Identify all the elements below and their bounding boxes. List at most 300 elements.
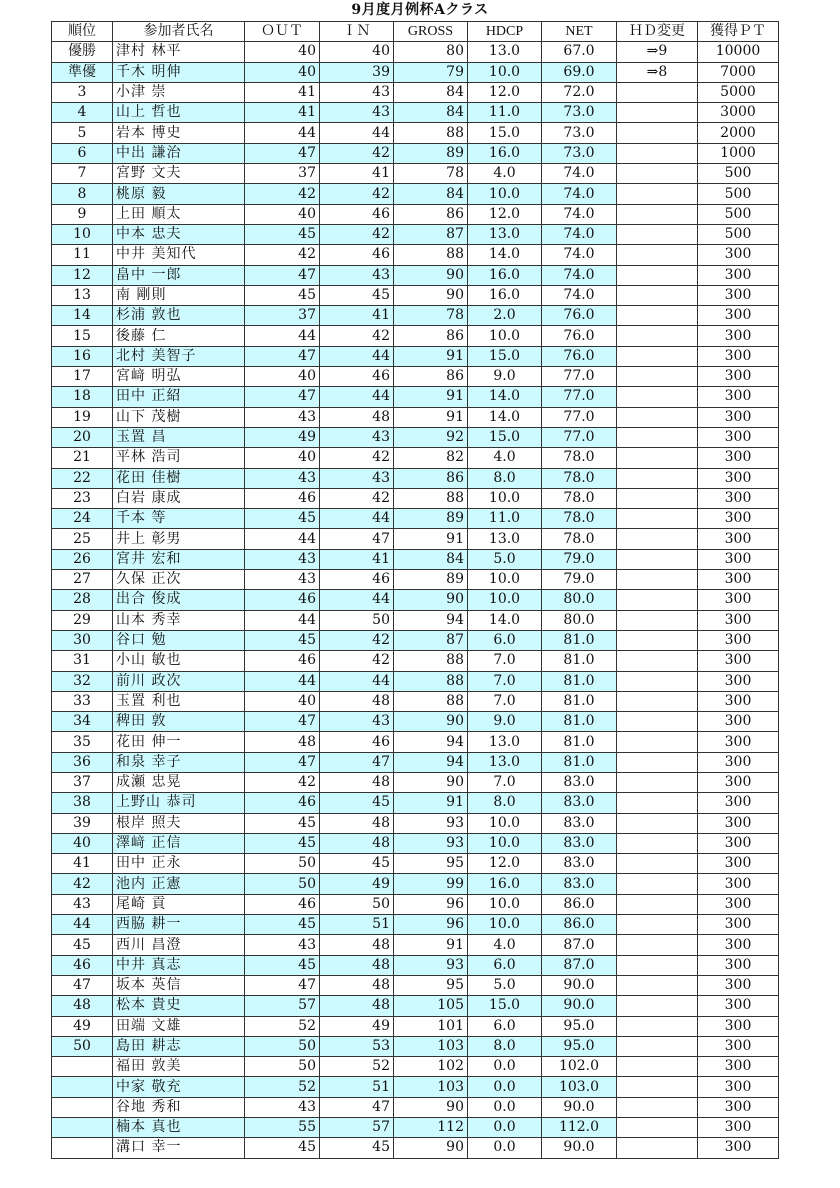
hd-change-cell (617, 164, 698, 184)
net-cell: 83.0 (542, 874, 617, 894)
rank-cell: 37 (52, 772, 113, 792)
net-cell: 73.0 (542, 123, 617, 143)
in-cell: 57 (320, 1118, 394, 1138)
hd-change-cell (617, 488, 698, 508)
gross-cell: 91 (394, 793, 468, 813)
hd-change-cell (617, 996, 698, 1016)
points-cell: 300 (698, 813, 779, 833)
net-cell: 78.0 (542, 448, 617, 468)
name-cell: 澤﨑 正信 (113, 833, 245, 853)
in-cell: 42 (320, 326, 394, 346)
name-cell: 島田 耕志 (113, 1036, 245, 1056)
net-cell: 77.0 (542, 387, 617, 407)
net-cell: 80.0 (542, 590, 617, 610)
gross-cell: 93 (394, 813, 468, 833)
hdcp-cell: 4.0 (468, 935, 542, 955)
in-cell: 53 (320, 1036, 394, 1056)
rank-cell: 49 (52, 1016, 113, 1036)
in-cell: 40 (320, 42, 394, 62)
hd-change-cell (617, 1118, 698, 1138)
points-cell: 300 (698, 326, 779, 346)
gross-cell: 90 (394, 265, 468, 285)
net-cell: 112.0 (542, 1118, 617, 1138)
hd-change-cell (617, 630, 698, 650)
header-hdcp: HDCP (468, 22, 542, 42)
table-row (52, 488, 779, 508)
gross-cell: 84 (394, 184, 468, 204)
hd-change-cell (617, 1097, 698, 1117)
hd-change-cell (617, 184, 698, 204)
points-cell: 300 (698, 407, 779, 427)
hdcp-cell: 12.0 (468, 854, 542, 874)
gross-cell: 90 (394, 1097, 468, 1117)
table-row (52, 1077, 779, 1097)
gross-cell: 87 (394, 630, 468, 650)
table-row (52, 915, 779, 935)
points-cell: 5000 (698, 82, 779, 102)
net-cell: 90.0 (542, 1097, 617, 1117)
rank-cell: 15 (52, 326, 113, 346)
table-row (52, 651, 779, 671)
points-cell: 300 (698, 549, 779, 569)
hdcp-cell: 15.0 (468, 346, 542, 366)
net-cell: 87.0 (542, 935, 617, 955)
in-cell: 42 (320, 143, 394, 163)
net-cell: 81.0 (542, 671, 617, 691)
name-cell: 杉浦 敦也 (113, 306, 245, 326)
points-cell: 300 (698, 752, 779, 772)
name-cell: 福田 敦美 (113, 1057, 245, 1077)
net-cell: 90.0 (542, 975, 617, 995)
name-cell: 平林 浩司 (113, 448, 245, 468)
hdcp-cell: 10.0 (468, 62, 542, 82)
table-row (52, 570, 779, 590)
hd-change-cell (617, 1077, 698, 1097)
net-cell: 83.0 (542, 772, 617, 792)
rank-cell: 36 (52, 752, 113, 772)
gross-cell: 94 (394, 732, 468, 752)
out-cell: 45 (245, 833, 320, 853)
gross-cell: 93 (394, 833, 468, 853)
header-hd-change: ＨＤ変更 (617, 22, 698, 42)
in-cell: 42 (320, 448, 394, 468)
gross-cell: 92 (394, 427, 468, 447)
out-cell: 50 (245, 854, 320, 874)
gross-cell: 88 (394, 691, 468, 711)
hd-change-cell (617, 1057, 698, 1077)
out-cell: 43 (245, 570, 320, 590)
page-title: 9月度月例杯Aクラス (351, 2, 489, 18)
net-cell: 74.0 (542, 204, 617, 224)
table-row (52, 82, 779, 102)
points-cell: 300 (698, 833, 779, 853)
out-cell: 52 (245, 1016, 320, 1036)
points-cell: 7000 (698, 62, 779, 82)
hd-change-cell (617, 1016, 698, 1036)
hd-change-cell (617, 894, 698, 914)
in-cell: 41 (320, 306, 394, 326)
gross-cell: 86 (394, 367, 468, 387)
net-cell: 78.0 (542, 488, 617, 508)
hdcp-cell: 13.0 (468, 42, 542, 62)
out-cell: 43 (245, 407, 320, 427)
table-row (52, 854, 779, 874)
rank-cell: 19 (52, 407, 113, 427)
header-points: 獲得ＰＴ (698, 22, 779, 42)
gross-cell: 91 (394, 346, 468, 366)
name-cell: 玉置 昌 (113, 427, 245, 447)
net-cell: 87.0 (542, 955, 617, 975)
table-row (52, 529, 779, 549)
rank-cell (52, 1097, 113, 1117)
hd-change-cell (617, 813, 698, 833)
net-cell: 83.0 (542, 813, 617, 833)
rank-cell: 5 (52, 123, 113, 143)
net-cell: 81.0 (542, 651, 617, 671)
name-cell: 池内 正憲 (113, 874, 245, 894)
in-cell: 47 (320, 752, 394, 772)
net-cell: 90.0 (542, 1138, 617, 1158)
rank-cell: 25 (52, 529, 113, 549)
name-cell: 山下 茂樹 (113, 407, 245, 427)
name-cell: 中本 忠夫 (113, 224, 245, 244)
out-cell: 43 (245, 468, 320, 488)
net-cell: 76.0 (542, 346, 617, 366)
in-cell: 45 (320, 285, 394, 305)
table-row (52, 265, 779, 285)
out-cell: 45 (245, 955, 320, 975)
hdcp-cell: 10.0 (468, 570, 542, 590)
hd-change-cell (617, 1036, 698, 1056)
hdcp-cell: 0.0 (468, 1057, 542, 1077)
table-row (52, 123, 779, 143)
hdcp-cell: 6.0 (468, 955, 542, 975)
gross-cell: 90 (394, 712, 468, 732)
net-cell: 73.0 (542, 143, 617, 163)
hd-change-cell (617, 265, 698, 285)
in-cell: 43 (320, 265, 394, 285)
results-table (51, 21, 779, 1159)
out-cell: 47 (245, 752, 320, 772)
out-cell: 50 (245, 1036, 320, 1056)
hd-change-cell (617, 752, 698, 772)
hdcp-cell: 10.0 (468, 833, 542, 853)
name-cell: 中家 敬充 (113, 1077, 245, 1097)
table-row (52, 224, 779, 244)
in-cell: 46 (320, 245, 394, 265)
out-cell: 42 (245, 772, 320, 792)
hd-change-cell (617, 224, 698, 244)
hdcp-cell: 10.0 (468, 488, 542, 508)
hd-change-cell (617, 975, 698, 995)
in-cell: 47 (320, 529, 394, 549)
hdcp-cell: 10.0 (468, 894, 542, 914)
hd-change-cell (617, 570, 698, 590)
in-cell: 42 (320, 651, 394, 671)
in-cell: 44 (320, 346, 394, 366)
hd-change-cell (617, 509, 698, 529)
hdcp-cell: 4.0 (468, 448, 542, 468)
table-row (52, 306, 779, 326)
out-cell: 48 (245, 732, 320, 752)
rank-cell: 13 (52, 285, 113, 305)
hd-change-cell (617, 82, 698, 102)
gross-cell: 90 (394, 590, 468, 610)
hdcp-cell: 15.0 (468, 996, 542, 1016)
points-cell: 500 (698, 204, 779, 224)
points-cell: 300 (698, 265, 779, 285)
hdcp-cell: 8.0 (468, 468, 542, 488)
name-cell: 谷口 勉 (113, 630, 245, 650)
in-cell: 49 (320, 874, 394, 894)
gross-cell: 88 (394, 123, 468, 143)
hdcp-cell: 10.0 (468, 184, 542, 204)
hdcp-cell: 0.0 (468, 1097, 542, 1117)
rank-cell: 40 (52, 833, 113, 853)
rank-cell: 28 (52, 590, 113, 610)
rank-cell: 21 (52, 448, 113, 468)
rank-cell: 準優 (52, 62, 113, 82)
name-cell: 谷地 秀和 (113, 1097, 245, 1117)
out-cell: 57 (245, 996, 320, 1016)
points-cell: 3000 (698, 103, 779, 123)
table-row (52, 1036, 779, 1056)
hd-change-cell (617, 590, 698, 610)
points-cell: 300 (698, 854, 779, 874)
out-cell: 46 (245, 793, 320, 813)
header-gross: GROSS (394, 22, 468, 42)
hdcp-cell: 8.0 (468, 1036, 542, 1056)
in-cell: 48 (320, 813, 394, 833)
name-cell: 上野山 恭司 (113, 793, 245, 813)
out-cell: 45 (245, 915, 320, 935)
name-cell: 花田 伸一 (113, 732, 245, 752)
hdcp-cell: 5.0 (468, 975, 542, 995)
hd-change-cell (617, 712, 698, 732)
hd-change-cell (617, 732, 698, 752)
gross-cell: 86 (394, 204, 468, 224)
gross-cell: 95 (394, 975, 468, 995)
table-row (52, 793, 779, 813)
header-name: 参加者氏名 (113, 22, 245, 42)
in-cell: 46 (320, 204, 394, 224)
hdcp-cell: 16.0 (468, 285, 542, 305)
table-row (52, 813, 779, 833)
points-cell: 300 (698, 346, 779, 366)
rank-cell: 32 (52, 671, 113, 691)
hdcp-cell: 12.0 (468, 82, 542, 102)
hd-change-cell (617, 448, 698, 468)
hdcp-cell: 13.0 (468, 529, 542, 549)
in-cell: 43 (320, 427, 394, 447)
table-row (52, 346, 779, 366)
hd-change-cell (617, 772, 698, 792)
gross-cell: 88 (394, 245, 468, 265)
gross-cell: 90 (394, 285, 468, 305)
table-row (52, 184, 779, 204)
table-row (52, 204, 779, 224)
table-row (52, 671, 779, 691)
table-row (52, 62, 779, 82)
hd-change-cell (617, 854, 698, 874)
gross-cell: 91 (394, 387, 468, 407)
net-cell: 95.0 (542, 1036, 617, 1056)
out-cell: 50 (245, 1057, 320, 1077)
hd-change-cell (617, 691, 698, 711)
out-cell: 42 (245, 184, 320, 204)
points-cell: 2000 (698, 123, 779, 143)
points-cell: 300 (698, 590, 779, 610)
table-row (52, 143, 779, 163)
rank-cell: 41 (52, 854, 113, 874)
rank-cell: 26 (52, 549, 113, 569)
points-cell: 500 (698, 184, 779, 204)
net-cell: 86.0 (542, 894, 617, 914)
name-cell: 松本 貴史 (113, 996, 245, 1016)
hdcp-cell: 14.0 (468, 610, 542, 630)
gross-cell: 101 (394, 1016, 468, 1036)
points-cell: 300 (698, 915, 779, 935)
hd-change-cell (617, 955, 698, 975)
rank-cell: 7 (52, 164, 113, 184)
hdcp-cell: 16.0 (468, 265, 542, 285)
rank-cell: 29 (52, 610, 113, 630)
in-cell: 48 (320, 772, 394, 792)
table-row (52, 1097, 779, 1117)
table-row (52, 752, 779, 772)
points-cell: 300 (698, 874, 779, 894)
gross-cell: 96 (394, 894, 468, 914)
hdcp-cell: 11.0 (468, 103, 542, 123)
gross-cell: 79 (394, 62, 468, 82)
name-cell: 久保 正次 (113, 570, 245, 590)
net-cell: 83.0 (542, 793, 617, 813)
hdcp-cell: 16.0 (468, 874, 542, 894)
out-cell: 46 (245, 894, 320, 914)
in-cell: 48 (320, 833, 394, 853)
gross-cell: 112 (394, 1118, 468, 1138)
out-cell: 43 (245, 1097, 320, 1117)
rank-cell: 3 (52, 82, 113, 102)
out-cell: 46 (245, 651, 320, 671)
in-cell: 48 (320, 407, 394, 427)
net-cell: 83.0 (542, 854, 617, 874)
name-cell: 稗田 敦 (113, 712, 245, 732)
points-cell: 300 (698, 285, 779, 305)
net-cell: 74.0 (542, 245, 617, 265)
points-cell: 300 (698, 671, 779, 691)
points-cell: 300 (698, 1057, 779, 1077)
out-cell: 44 (245, 671, 320, 691)
gross-cell: 91 (394, 529, 468, 549)
hdcp-cell: 4.0 (468, 164, 542, 184)
rank-cell: 17 (52, 367, 113, 387)
net-cell: 95.0 (542, 1016, 617, 1036)
name-cell: 花田 佳樹 (113, 468, 245, 488)
rank-cell: 34 (52, 712, 113, 732)
name-cell: 中井 美知代 (113, 245, 245, 265)
points-cell: 300 (698, 1036, 779, 1056)
hdcp-cell: 10.0 (468, 326, 542, 346)
in-cell: 43 (320, 712, 394, 732)
in-cell: 46 (320, 732, 394, 752)
rank-cell: 46 (52, 955, 113, 975)
out-cell: 47 (245, 265, 320, 285)
out-cell: 45 (245, 813, 320, 833)
out-cell: 45 (245, 630, 320, 650)
name-cell: 田端 文雄 (113, 1016, 245, 1036)
rank-cell: 24 (52, 509, 113, 529)
hd-change-cell: ⇒9 (617, 42, 698, 62)
net-cell: 69.0 (542, 62, 617, 82)
name-cell: 山本 秀幸 (113, 610, 245, 630)
gross-cell: 95 (394, 854, 468, 874)
out-cell: 40 (245, 62, 320, 82)
in-cell: 42 (320, 184, 394, 204)
points-cell: 300 (698, 570, 779, 590)
rank-cell: 43 (52, 894, 113, 914)
name-cell: 北村 美智子 (113, 346, 245, 366)
table-row (52, 103, 779, 123)
hd-change-cell (617, 874, 698, 894)
table-row (52, 975, 779, 995)
out-cell: 41 (245, 82, 320, 102)
name-cell: 和泉 幸子 (113, 752, 245, 772)
gross-cell: 102 (394, 1057, 468, 1077)
hd-change-cell (617, 935, 698, 955)
out-cell: 44 (245, 123, 320, 143)
points-cell: 300 (698, 509, 779, 529)
gross-cell: 86 (394, 468, 468, 488)
points-cell: 300 (698, 1118, 779, 1138)
net-cell: 81.0 (542, 732, 617, 752)
out-cell: 40 (245, 367, 320, 387)
in-cell: 42 (320, 630, 394, 650)
name-cell: 成瀬 忠晃 (113, 772, 245, 792)
in-cell: 42 (320, 224, 394, 244)
name-cell: 桃原 毅 (113, 184, 245, 204)
rank-cell (52, 1138, 113, 1158)
gross-cell: 89 (394, 570, 468, 590)
table-row (52, 245, 779, 265)
out-cell: 47 (245, 387, 320, 407)
out-cell: 45 (245, 1138, 320, 1158)
table-row (52, 367, 779, 387)
net-cell: 90.0 (542, 996, 617, 1016)
hdcp-cell: 9.0 (468, 367, 542, 387)
table-row (52, 732, 779, 752)
points-cell: 1000 (698, 143, 779, 163)
table-row (52, 42, 779, 62)
table-row (52, 549, 779, 569)
points-cell: 300 (698, 772, 779, 792)
hd-change-cell (617, 468, 698, 488)
gross-cell: 103 (394, 1077, 468, 1097)
hdcp-cell: 10.0 (468, 915, 542, 935)
gross-cell: 91 (394, 407, 468, 427)
name-cell: 千木 明伸 (113, 62, 245, 82)
gross-cell: 96 (394, 915, 468, 935)
in-cell: 44 (320, 509, 394, 529)
points-cell: 10000 (698, 42, 779, 62)
gross-cell: 84 (394, 549, 468, 569)
name-cell: 山上 哲也 (113, 103, 245, 123)
out-cell: 37 (245, 306, 320, 326)
name-cell: 井上 彰男 (113, 529, 245, 549)
hd-change-cell (617, 833, 698, 853)
gross-cell: 93 (394, 955, 468, 975)
rank-cell: 8 (52, 184, 113, 204)
